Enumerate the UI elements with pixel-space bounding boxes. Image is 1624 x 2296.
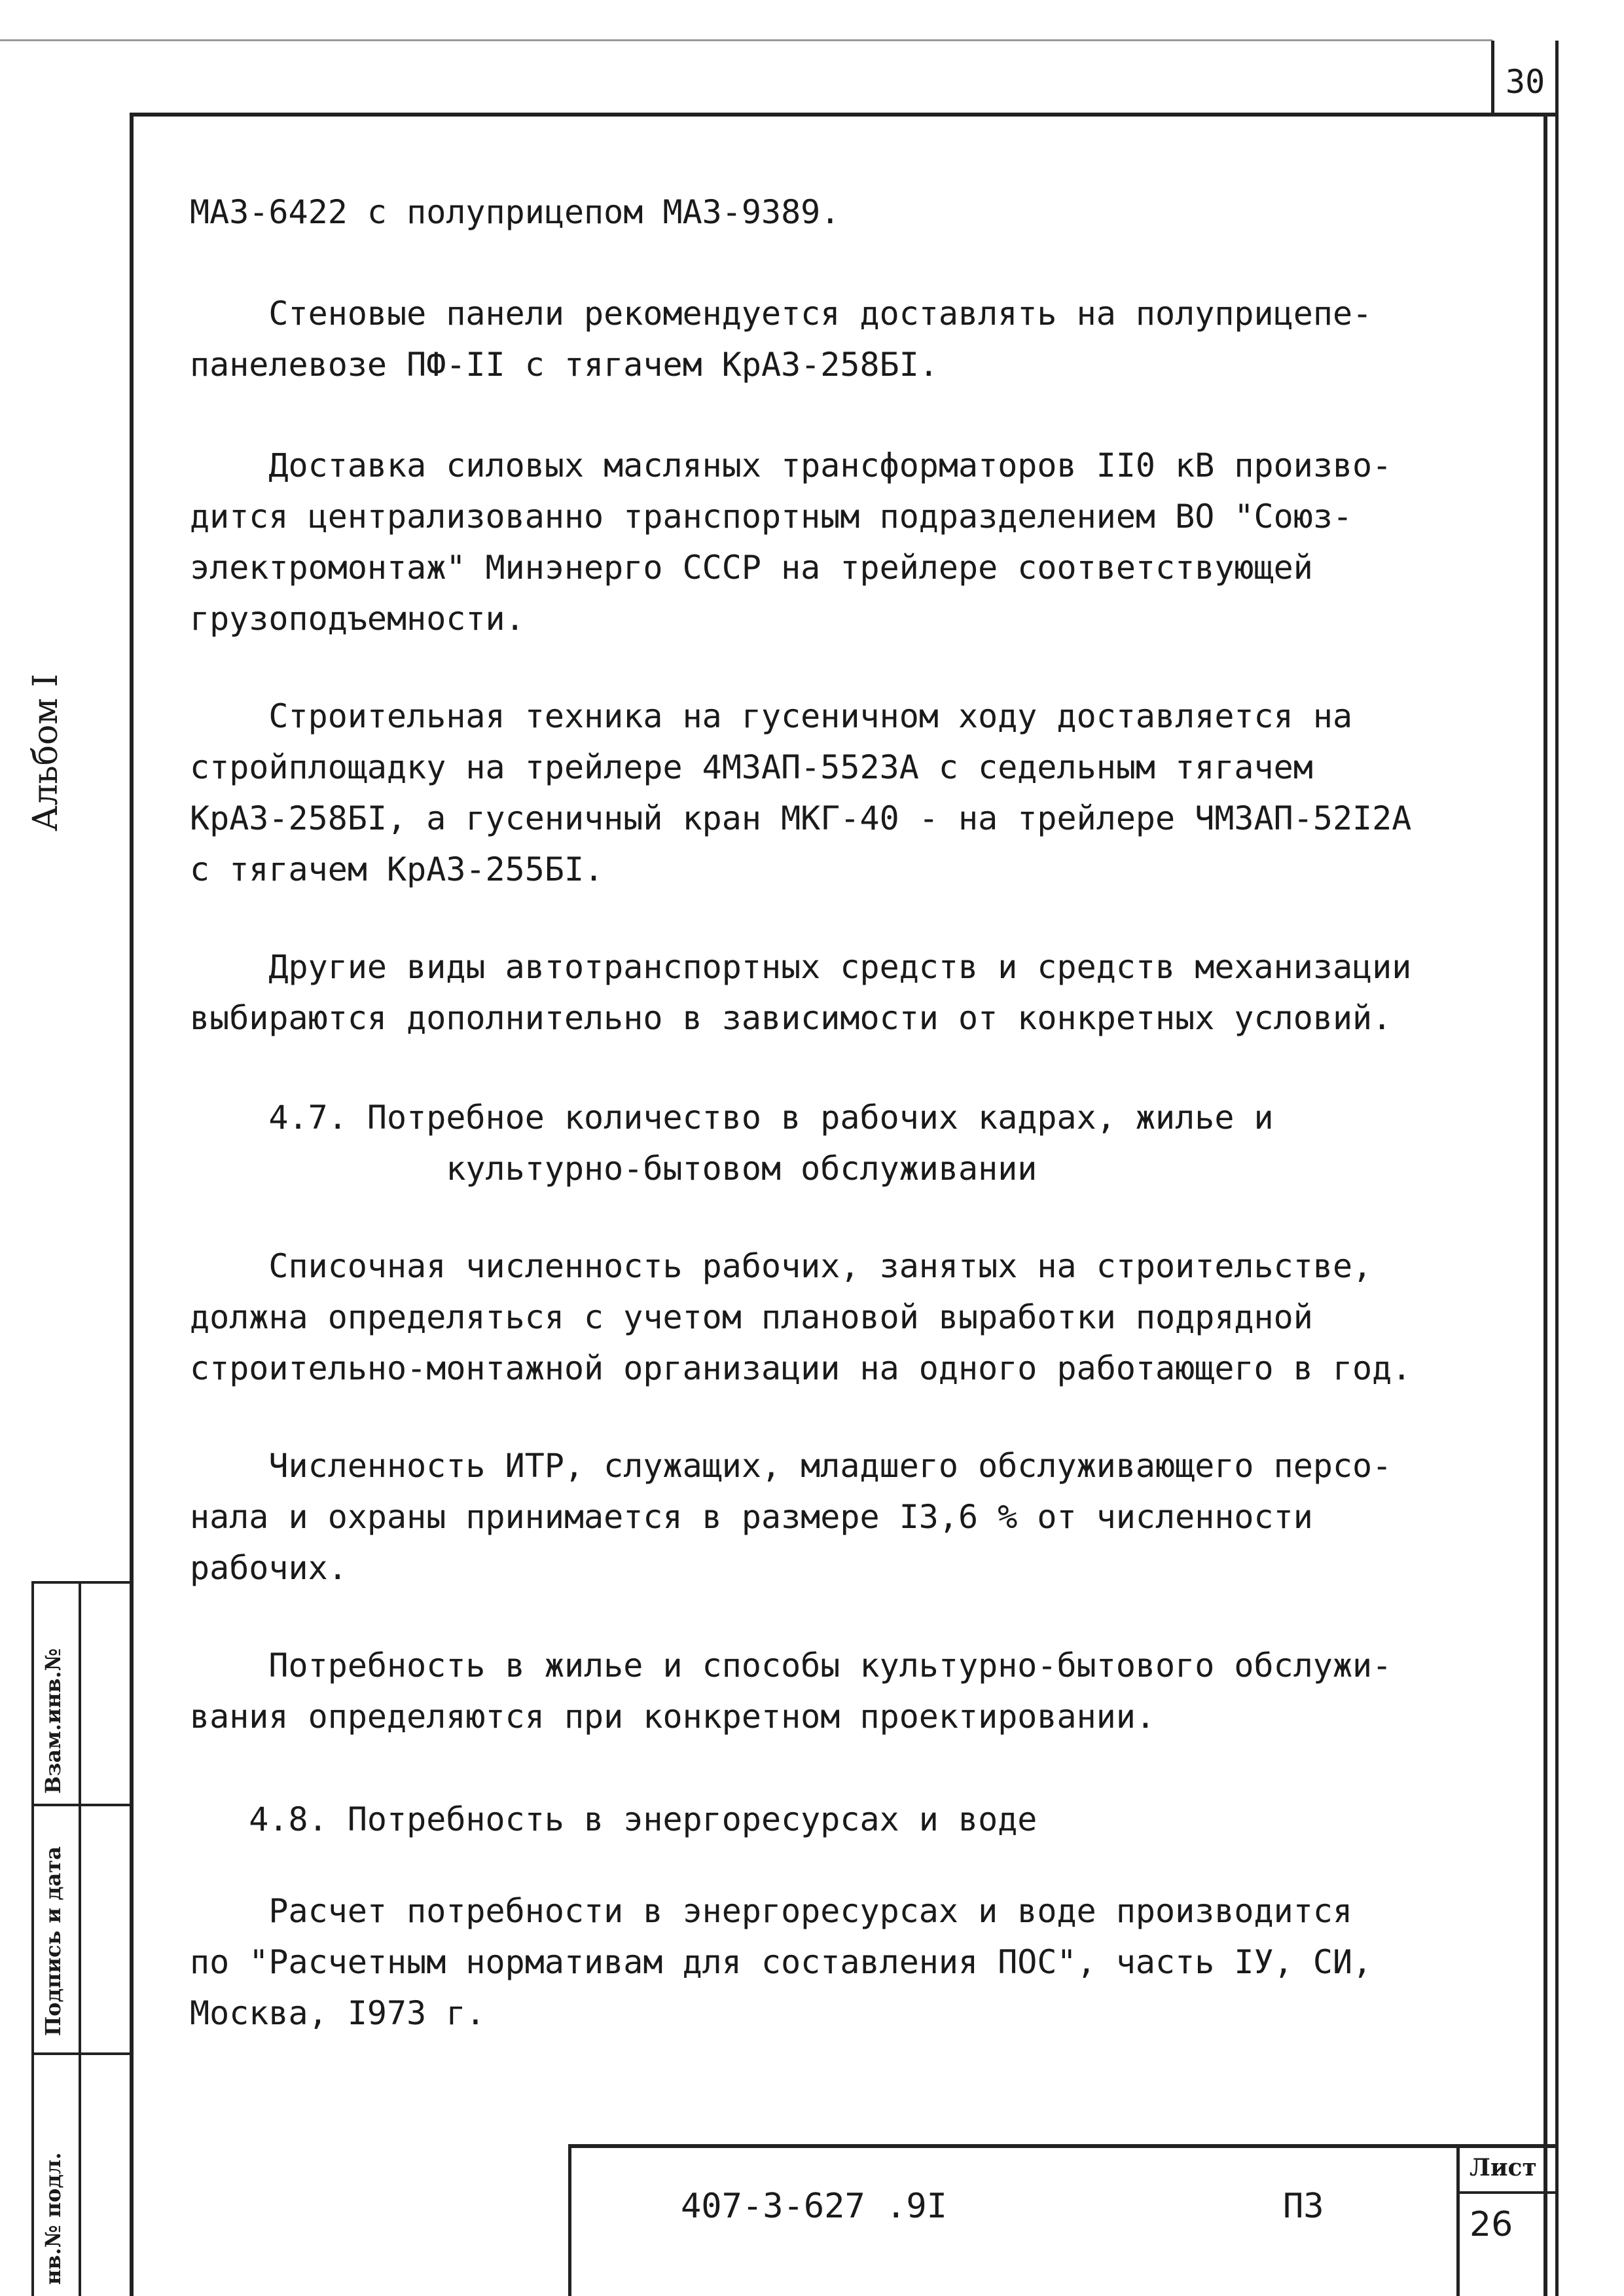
top-scan-line	[0, 39, 1492, 41]
text-line: Численность ИТР, служащих, младшего обслуживающего персо-	[190, 1447, 1392, 1485]
frame-left	[130, 113, 134, 2296]
sheet-number: 26	[1470, 2205, 1513, 2244]
album-label: Альбом I	[26, 674, 65, 831]
text-line: КрАЗ-258БI, а гусеничный кран МКГ-40 - на трейлере ЧМЗАП-52I2А	[190, 799, 1412, 837]
sidebar-box-2: Подпись и дата	[41, 1846, 65, 2036]
corner-box-left	[1491, 41, 1494, 114]
sheet-label: Лист	[1470, 2154, 1537, 2181]
titleblock-left	[568, 2144, 571, 2296]
text-line: Потребность в жилье и способы культурно-бытового обслужи-	[190, 1647, 1392, 1685]
paragraph	[190, 1886, 1372, 2039]
paragraph	[190, 1794, 1037, 1845]
text-line: Стеновые панели рекомендуется доставлять на полуприцепе-	[190, 295, 1373, 333]
sidebar-box-3: нв.№ подл.	[41, 2152, 65, 2285]
doc-type: ПЗ	[1283, 2187, 1324, 2226]
text-line: Строительная техника на гусеничном ходу доставляется на	[190, 697, 1353, 735]
text-line: культурно-бытовом обслуживании	[190, 1150, 1038, 1188]
sidebar-divider	[79, 1581, 81, 2296]
sidebar-sep-1	[31, 1804, 130, 1806]
sidebar-box-1: Взам.инв.№	[41, 1648, 65, 1794]
paragraph	[190, 440, 1392, 644]
text-line: 4.7. Потребное количество в рабочих кадрах, жилье и	[190, 1099, 1274, 1137]
text-line: рабочих.	[190, 1549, 348, 1587]
text-line: стройплощадку на трейлере 4МЗАП-5523А с седельным тягачем	[190, 748, 1313, 786]
text-line: должна определяться с учетом плановой выработки подрядной	[190, 1298, 1313, 1336]
text-line: Другие виды автотранспортных средств и средств механизации	[190, 948, 1412, 986]
text-line: 4.8. Потребность в энергоресурсах и воде	[190, 1800, 1038, 1838]
paragraph	[190, 1640, 1392, 1742]
paragraph	[190, 288, 1372, 390]
paragraph	[190, 1241, 1411, 1394]
sidebar-sep-2	[31, 2052, 130, 2055]
page-corner-number: 30	[1506, 63, 1545, 101]
paragraph	[190, 1440, 1392, 1594]
text-line: Москва, I973 г.	[190, 1994, 486, 2032]
paragraph	[190, 941, 1411, 1044]
text-line: с тягачем КрАЗ-255БI.	[190, 850, 604, 888]
text-line: Доставка силовых масляных трансформаторов II0 кВ произво-	[190, 446, 1392, 484]
paragraph	[190, 1092, 1274, 1194]
titleblock-sheet-left	[1456, 2144, 1460, 2296]
text-line: строительно-монтажной организации на одного работающего в год.	[190, 1349, 1412, 1387]
text-line: Расчет потребности в энергоресурсах и воде производится	[190, 1892, 1353, 1930]
sidebar-outer	[31, 1581, 34, 2296]
text-line: по "Расчетным нормативам для составления ПОС", часть IУ, СИ,	[190, 1943, 1373, 1981]
frame-right-outer	[1555, 113, 1559, 2296]
text-line: дится централизованно транспортным подразделением ВО "Союз-	[190, 498, 1353, 536]
text-line: вания определяются при конкретном проектировании.	[190, 1698, 1156, 1736]
frame-right	[1543, 113, 1547, 2296]
paragraph	[190, 187, 840, 238]
corner-box-right	[1555, 41, 1559, 114]
text-line: Списочная численность рабочих, занятых на строительстве,	[190, 1247, 1373, 1285]
titleblock-sheet-sep	[1456, 2191, 1557, 2194]
frame-top	[130, 113, 1555, 117]
text-line: нала и охраны принимается в размере I3,6 % от численности	[190, 1498, 1313, 1536]
text-line: электромонтаж" Минэнерго СССР на трейлере соответствующей	[190, 549, 1313, 587]
text-line: грузоподъемности.	[190, 600, 525, 638]
doc-code: 407-3-627 .9I	[681, 2187, 947, 2226]
paragraph	[190, 691, 1411, 895]
text-line: МАЗ-6422 с полуприцепом МАЗ-9389.	[190, 193, 840, 231]
text-line: панелевозе ПФ-II с тягачем КрАЗ-258БI.	[190, 346, 939, 384]
text-line: выбираются дополнительно в зависимости от конкретных условий.	[190, 999, 1392, 1037]
titleblock-top	[568, 2144, 1557, 2148]
